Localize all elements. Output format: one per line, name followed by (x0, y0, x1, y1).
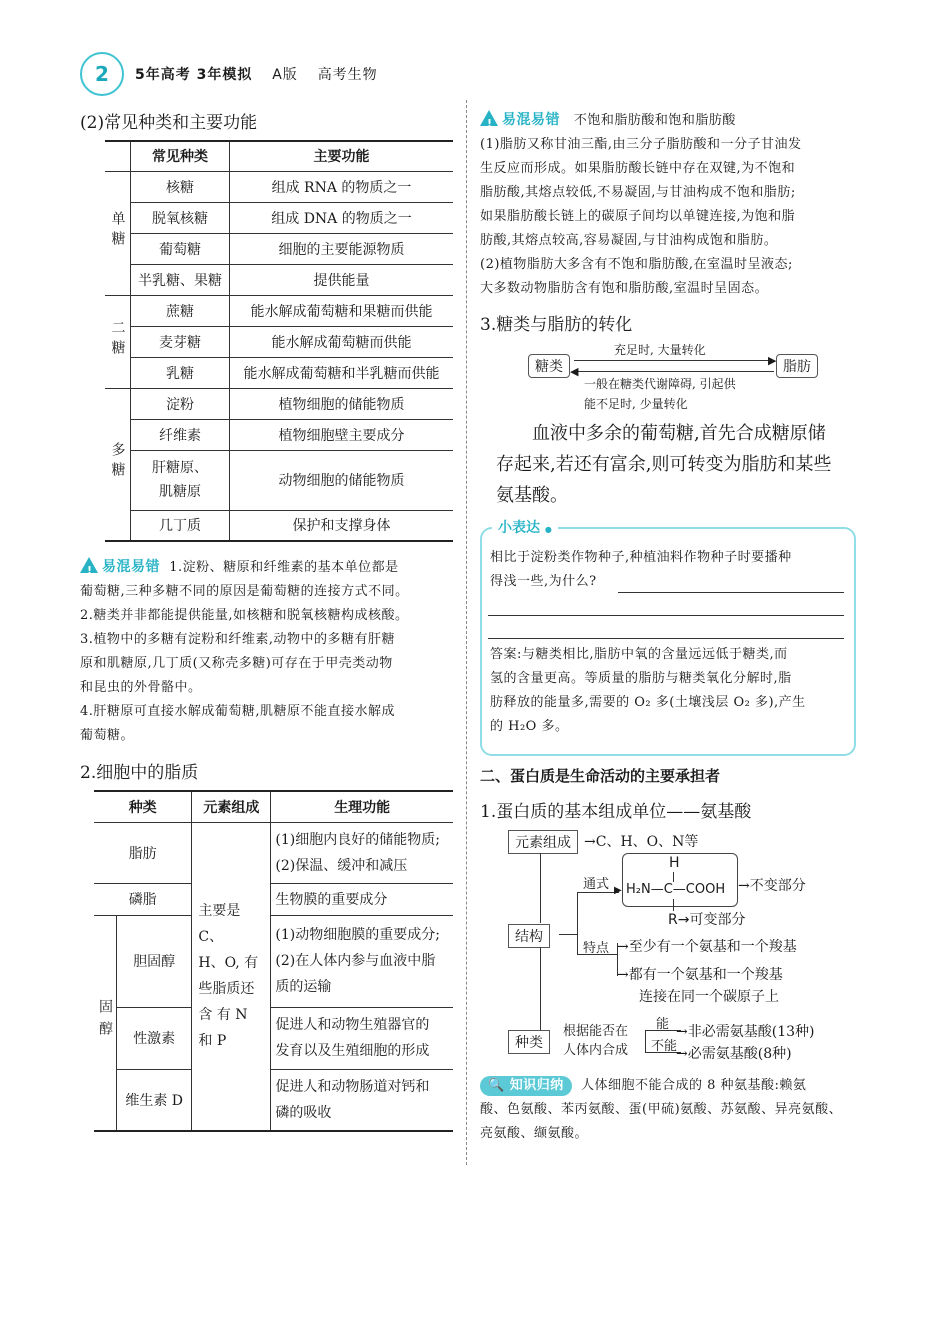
tip-line: 3.植物中的多糖有淀粉和纤维素,动物中的多糖有肝糖 (80, 632, 396, 647)
unchanged-label: →不变部分 (738, 878, 806, 894)
tip-line: 葡萄糖,三种多糖不同的原因是葡萄糖的连接方式不同。 (80, 584, 409, 599)
table-cell: 脱氧核糖 (131, 202, 230, 233)
express-question: 相比于淀粉类作物种子,种植油料作物种子时要播种 得浅一些,为什么? (490, 550, 792, 589)
sugar-box: 糖类 (528, 354, 570, 378)
tip-line: 1.淀粉、糖原和纤维素的基本单位都是 (169, 560, 399, 575)
tip-line: 生反应而形成。如果脂肪酸长链中存在双键,为不饱和 (480, 161, 796, 176)
table-cell: (1)动物细胞膜的重要成分; (2)在人体内参与血液中脂 质的运输 (271, 915, 453, 1007)
tip-line: 和昆虫的外骨骼中。 (80, 680, 202, 695)
section-title: 2.细胞中的脂质 (80, 763, 199, 783)
table-header: 主要功能 (230, 141, 454, 171)
express-label: 小表达 ● (492, 517, 558, 537)
conv-label-bottom: 一般在糖类代谢障碍, 引起供 能不足时, 少量转化 (584, 377, 736, 411)
feature-label: 特点 (583, 941, 610, 956)
element-value: →C、H、O、N等 (584, 834, 699, 850)
group-label: 二糖 (105, 295, 131, 388)
nonessential-label: →非必需氨基酸(13种) (676, 1024, 815, 1040)
table-cell: 生物膜的重要成分 (271, 883, 453, 915)
table-cell: 促进人和动物肠道对钙和 磷的吸收 (271, 1069, 453, 1131)
knowledge-line: 酸、色氨酸、苯丙氨酸、蛋(甲硫)氨酸、苏氨酸、异亮氨酸、 (480, 1102, 843, 1117)
table-cell: (1)细胞内良好的储能物质; (2)保温、缓冲和减压 (271, 822, 453, 883)
formula-main: H₂N—C—COOH (626, 882, 726, 897)
warning-icon (80, 557, 98, 573)
element-box: 元素组成 (508, 830, 578, 854)
table-cell: 促进人和动物生殖器官的 发育以及生殖细胞的形成 (271, 1007, 453, 1069)
table-cell: 性激素 (117, 1007, 192, 1069)
elements-cell: 主要是 C、 H、O, 有 些脂质还 含 有 N 和 P (192, 822, 271, 1131)
table-header: 元素组成 (192, 791, 271, 822)
table-cell: 麦芽糖 (131, 326, 230, 357)
tip-line: 2.糖类并非都能提供能量,如核糖和脱氧核糖构成核酸。 (80, 608, 409, 623)
arrow-head-icon: ◀ (570, 365, 579, 378)
section-title: (2)常见种类和主要功能 (80, 113, 258, 133)
connector (540, 947, 541, 1030)
tip-line: 大多数动物脂肪含有饱和脂肪酸,室温时呈固态。 (480, 281, 769, 296)
tip-title: 不饱和脂肪酸和饱和脂肪酸 (573, 113, 736, 128)
structure-box: 结构 (508, 924, 550, 948)
group-label: 多糖 (105, 388, 131, 541)
edition: A版 (272, 67, 298, 83)
warning-icon (480, 110, 498, 126)
section-title: 3.糖类与脂肪的转化 (480, 315, 633, 335)
answer-line (618, 592, 844, 593)
table-header: 生理功能 (271, 791, 453, 822)
group-label: 单糖 (105, 171, 131, 295)
fat-box: 脂肪 (776, 354, 818, 378)
answer-line (488, 615, 844, 616)
warning-tag: !易混易错 (480, 108, 560, 132)
tip-box-2 (480, 108, 855, 301)
table-cell: 植物细胞壁主要成分 (230, 419, 454, 450)
table-cell: 细胞的主要能源物质 (230, 233, 454, 264)
paragraph: 血液中多余的葡萄糖,首先合成糖原储 存起来,若还有富余,则可转变为脂肪和某些 氨基酸。 (496, 423, 832, 506)
connector (559, 934, 577, 935)
table-cell: 蔗糖 (131, 295, 230, 326)
table-cell: 葡萄糖 (131, 233, 230, 264)
table-cell: 核糖 (131, 171, 230, 202)
tip-line: 肪酸,其熔点较高,容易凝固,与甘油构成饱和脂肪。 (480, 233, 778, 248)
table-cell: 能水解成葡萄糖和果糖而供能 (230, 295, 454, 326)
table-cell: 动物细胞的储能物质 (230, 450, 454, 510)
subject: 高考生物 (317, 67, 378, 83)
warning-tag: !易混易错 (80, 555, 160, 579)
tip-line: 原和肌糖原,几丁质(又称壳多糖)可存在于甲壳类动物 (80, 656, 393, 671)
general-label: 通式 (583, 877, 610, 892)
running-header (135, 64, 392, 84)
tip-box-1 (80, 555, 455, 748)
table-cell: 植物细胞的储能物质 (230, 388, 454, 419)
column-divider (466, 100, 467, 1165)
lipid-table (94, 790, 453, 1132)
table-cell: 提供能量 (230, 264, 454, 295)
tip-line: 4.肝糖原可直接水解成葡萄糖,肌糖原不能直接水解成 (80, 704, 396, 719)
tip-line: (1)脂肪又称甘油三酯,由三分子脂肪酸和一分子甘油发 (480, 137, 802, 152)
table-header: 常见种类 (131, 141, 230, 171)
tip-line: 葡萄糖。 (80, 728, 135, 743)
group-label: 固醇 (94, 915, 117, 1131)
table-cell: 保护和支撑身体 (230, 510, 454, 541)
table-cell: 维生素 D (117, 1069, 192, 1131)
table-cell: 组成 DNA 的物质之一 (230, 202, 454, 233)
knowledge-tag: 🔍 知识归纳 (480, 1076, 572, 1096)
tip-line: 如果脂肪酸长链上的碳原子间均以单键连接,为饱和脂 (480, 209, 796, 224)
table-cell: 组成 RNA 的物质之一 (230, 171, 454, 202)
arrow-head-icon: ▶ (614, 885, 622, 896)
table-cell: 几丁质 (131, 510, 230, 541)
table-header: 种类 (94, 791, 192, 822)
sugar-table (105, 140, 453, 542)
knowledge-box: 🔍 知识归纳 人体细胞不能合成的 8 种氨基酸:赖氨 酸、色氨酸、苯丙氨酸、蛋(甲硫)氨酸、苏氨酸、异亮氨酸、 亮氨酸、缬氨酸。 (480, 1074, 860, 1146)
connector (645, 1030, 646, 1052)
answer-line (488, 638, 844, 639)
bond-line (673, 872, 674, 882)
magnifier-icon: 🔍 (488, 1078, 505, 1093)
feature-1: →至少有一个氨基和一个羧基 (617, 939, 797, 955)
arrow-line (574, 360, 774, 361)
table-cell: 淀粉 (131, 388, 230, 419)
connector (577, 892, 619, 893)
connector (577, 892, 578, 954)
knowledge-line: 亮氨酸、缬氨酸。 (480, 1126, 589, 1141)
tip-line: (2)植物脂肪大多含有不饱和脂肪酸,在室温时呈液态; (480, 257, 793, 272)
table-cell: 纤维素 (131, 419, 230, 450)
express-answer: 答案:与糖类相比,脂肪中氧的含量远远低于糖类,而 氢的含量更高。等质量的脂肪与糖类氧化分解时,脂 肪释放的能量多,需要的 O₂ 多(土壤浅层 O₂ 多),产生 的 H₂O 多。 (490, 647, 806, 734)
feature-2: →都有一个氨基和一个羧基 连接在同一个碳原子上 (617, 967, 783, 1005)
series-title: 5年高考 3年模拟 (135, 67, 253, 83)
page-number: 2 (80, 52, 124, 96)
conv-label-top: 充足时, 大量转化 (614, 343, 706, 357)
cannot-label: 不能 (651, 1039, 678, 1054)
arrow-head-icon: ▶ (768, 354, 777, 367)
kind-box: 种类 (508, 1030, 550, 1054)
essential-label: →必需氨基酸(8种) (676, 1046, 792, 1062)
formula-h: H (669, 855, 680, 871)
formula-box (622, 853, 738, 907)
tip-line: 脂肪酸,其熔点较低,不易凝固,与甘油构成不饱和脂肪; (480, 185, 796, 200)
table-cell: 能水解成葡萄糖而供能 (230, 326, 454, 357)
protein-heading: 二、蛋白质是生命活动的主要承担者 (480, 767, 721, 785)
table-cell: 胆固醇 (117, 915, 192, 1007)
table-cell: 能水解成葡萄糖和半乳糖而供能 (230, 357, 454, 388)
arrow-line (574, 371, 774, 372)
can-label: 能 (656, 1017, 670, 1032)
section-title: 1.蛋白质的基本组成单位——氨基酸 (480, 802, 752, 822)
table-cell: 脂肪 (94, 822, 192, 883)
table-cell: 半乳糖、果糖 (131, 264, 230, 295)
table-cell: 肝糖原、肌糖原 (131, 450, 230, 510)
table-cell: 乳糖 (131, 357, 230, 388)
connector (540, 853, 541, 923)
kind-basis: 根据能否在 人体内合成 (563, 1024, 629, 1058)
formula-r: R→可变部分 (668, 912, 746, 928)
table-cell: 磷脂 (94, 883, 192, 915)
